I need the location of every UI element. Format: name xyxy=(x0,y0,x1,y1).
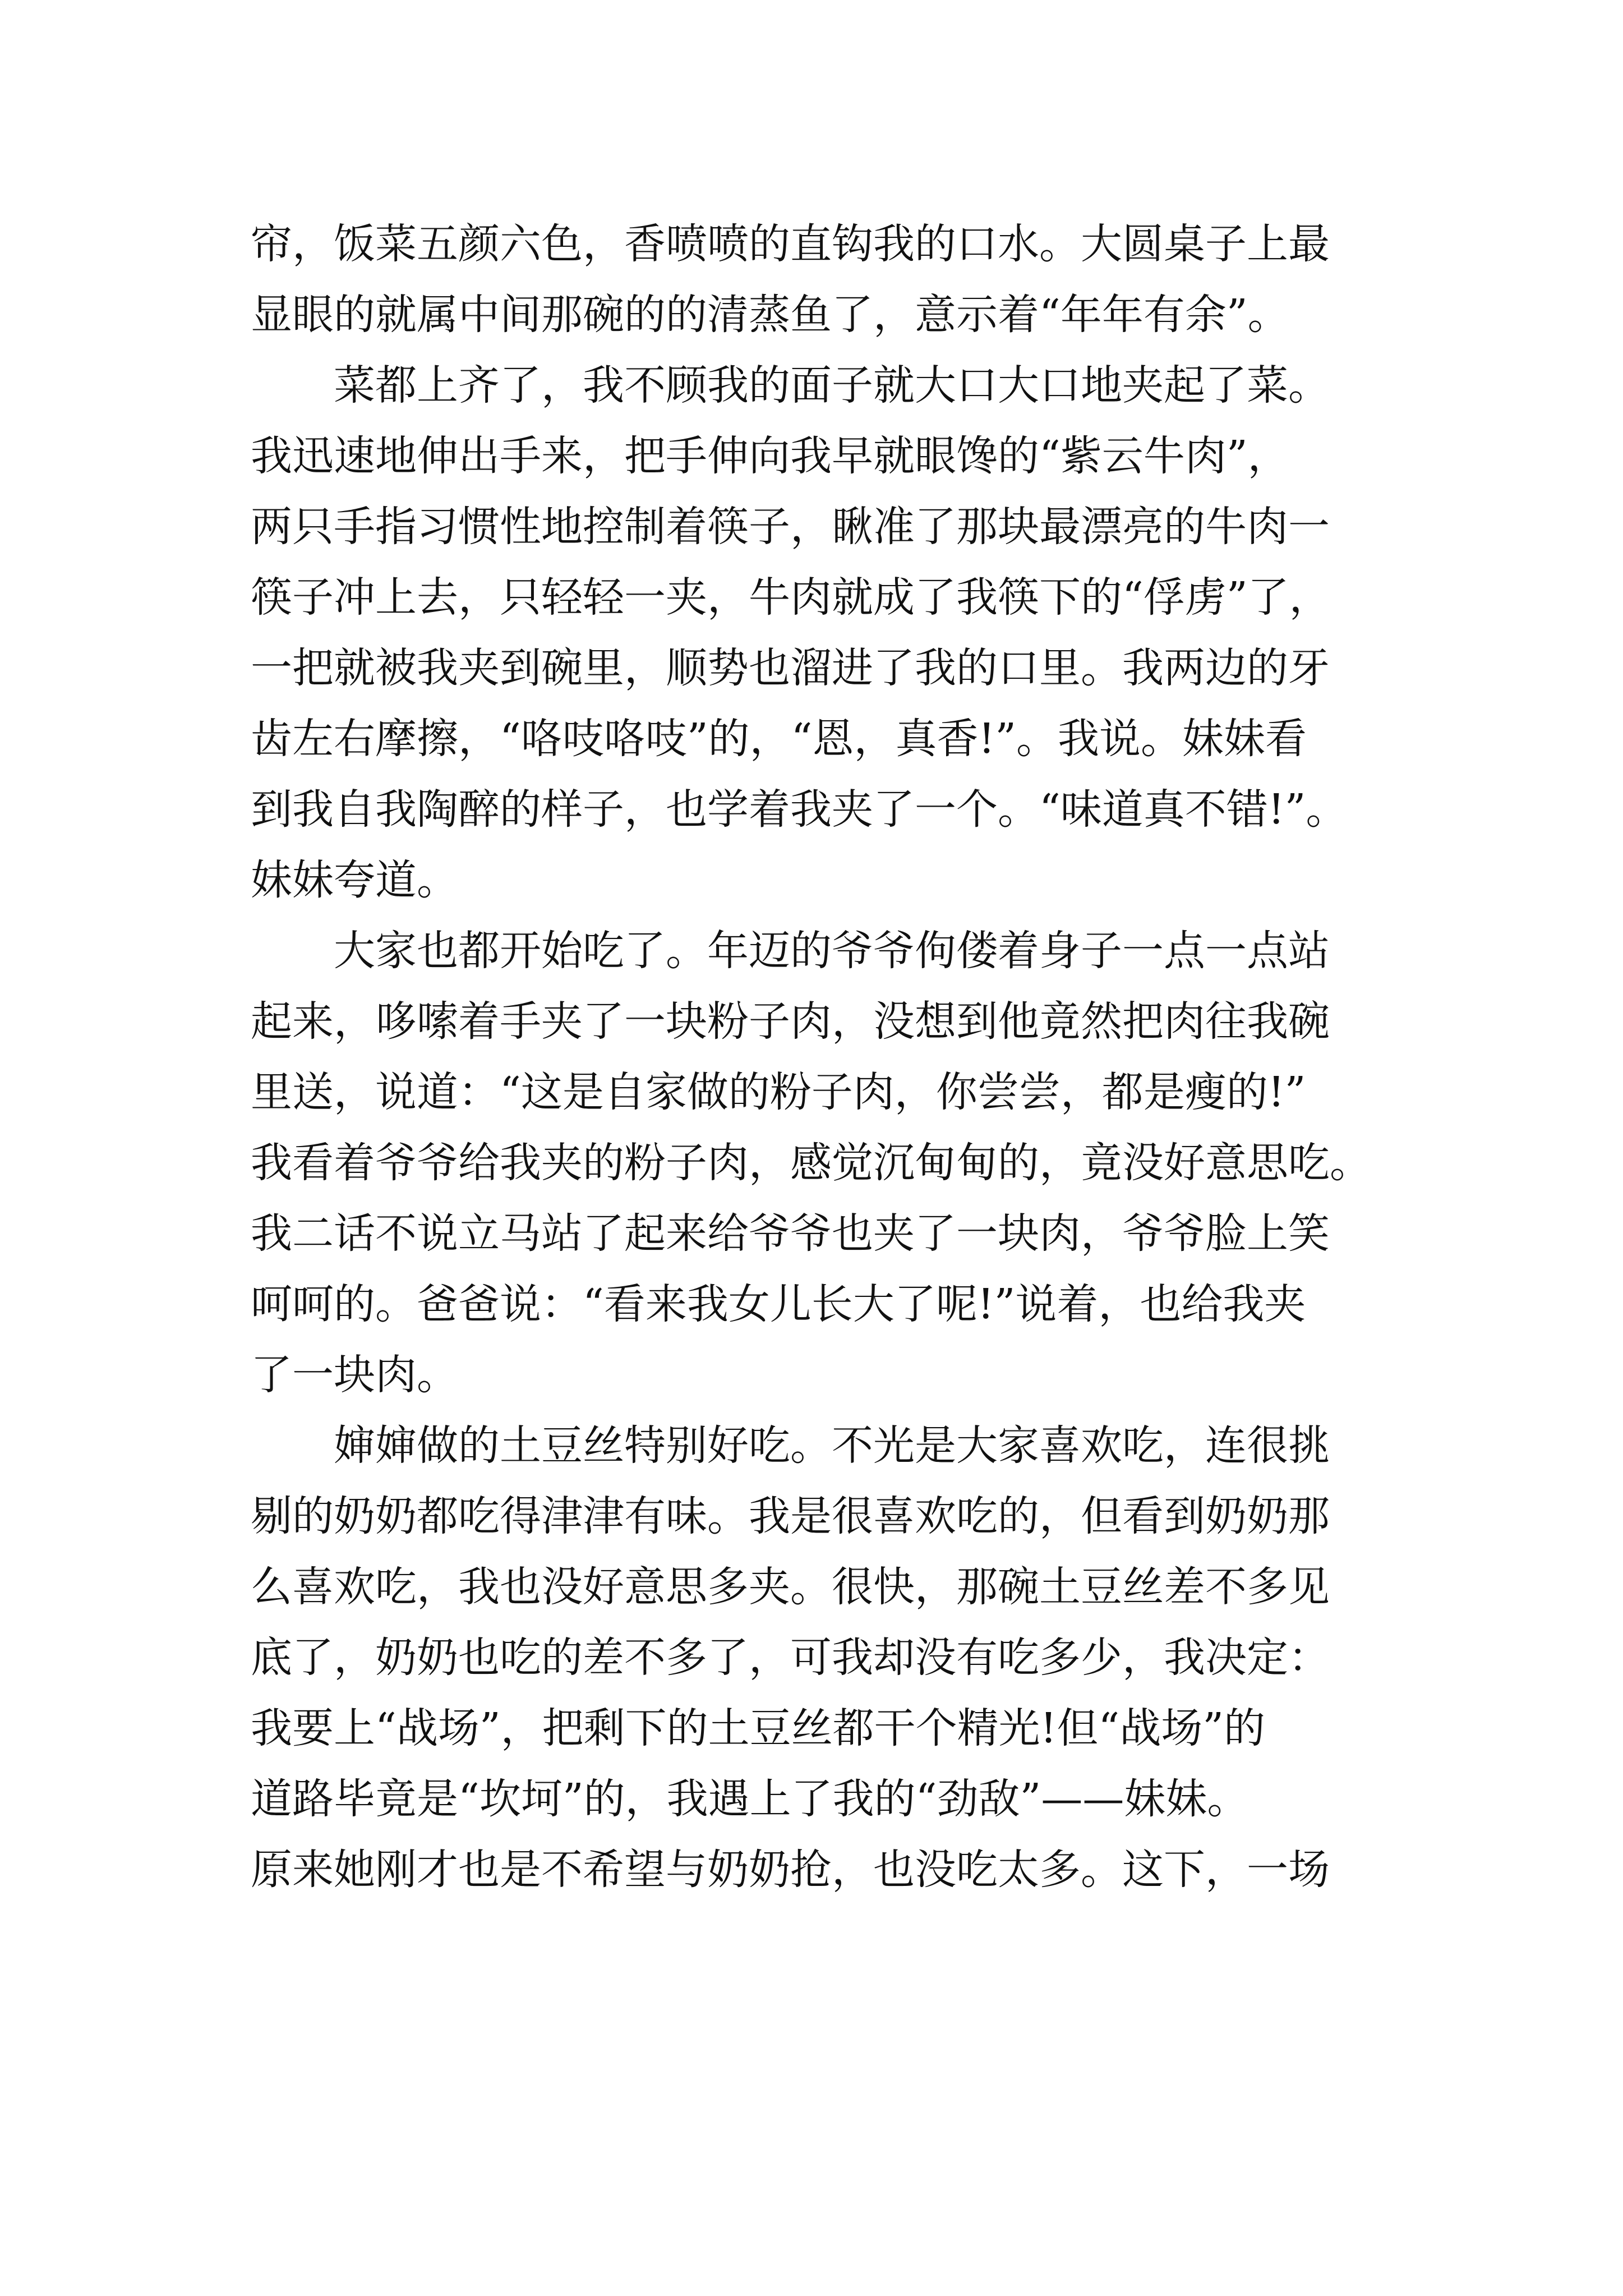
text-line: 筷子冲上去，只轻轻一夹，牛肉就成了我筷下的“俘虏”了， xyxy=(251,573,1331,622)
text-line: 我二话不说立马站了起来给爷爷也夹了一块肉，爷爷脸上笑 xyxy=(251,1209,1330,1258)
text-line: 呵呵的。爸爸说：“看来我女儿长大了呢!”说着，也给我夹 xyxy=(251,1280,1306,1328)
text-line: 齿左右摩擦，“咯吱咯吱”的，“恩，真香!”。我说。妹妹看 xyxy=(251,715,1307,763)
text-line: 原来她刚才也是不希望与奶奶抢，也没吃太多。这下，一场 xyxy=(251,1846,1330,1894)
text-line: 我迅速地伸出手来，把手伸向我早就眼馋的“紫云牛肉”， xyxy=(251,432,1289,480)
text-line: 显眼的就属中间那碗的的清蒸鱼了，意示着“年年有余”。 xyxy=(251,291,1289,339)
text-line: 我看着爷爷给我夹的粉子肉，感觉沉甸甸的，竟没好意思吃。 xyxy=(251,1139,1371,1187)
text-line: 底了，奶奶也吃的差不多了，可我却没有吃多少，我决定： xyxy=(251,1634,1330,1682)
text-line: 我要上“战场”，把剩下的土豆丝都干个精光!但“战场”的 xyxy=(251,1704,1266,1752)
text-line: 大家也都开始吃了。年迈的爷爷佝偻着身子一点一点站 xyxy=(334,927,1330,975)
text-line: 么喜欢吃，我也没好意思多夹。很快，那碗土豆丝差不多见 xyxy=(251,1563,1330,1611)
text-line: 两只手指习惯性地控制着筷子，瞅准了那块最漂亮的牛肉一 xyxy=(251,503,1330,551)
text-line: 起来，哆嗦着手夹了一块粉子肉，没想到他竟然把肉往我碗 xyxy=(251,997,1330,1046)
text-line: 婶婶做的土豆丝特别好吃。不光是大家喜欢吃，连很挑 xyxy=(334,1421,1330,1470)
text-line: 到我自我陶醉的样子，也学着我夹了一个。“味道真不错!”。 xyxy=(251,785,1348,834)
text-line: 一把就被我夹到碗里，顺势也溜进了我的口里。我两边的牙 xyxy=(251,644,1330,692)
text-line: 剔的奶奶都吃得津津有味。我是很喜欢吃的，但看到奶奶那 xyxy=(251,1492,1330,1540)
text-line: 帘，饭菜五颜六色，香喷喷的直钩我的口水。大圆桌子上最 xyxy=(251,220,1330,268)
text-line: 妹妹夸道。 xyxy=(251,856,458,904)
text-line: 道路毕竟是“坎坷”的，我遇上了我的“劲敌”——妹妹。 xyxy=(251,1775,1249,1823)
text-line: 菜都上齐了，我不顾我的面子就大口大口地夹起了菜。 xyxy=(334,361,1330,409)
text-line: 了一块肉。 xyxy=(251,1351,458,1399)
text-line: 里送，说道：“这是自家做的粉子肉，你尝尝，都是瘦的!” xyxy=(251,1068,1306,1116)
body-text xyxy=(251,209,1389,1905)
